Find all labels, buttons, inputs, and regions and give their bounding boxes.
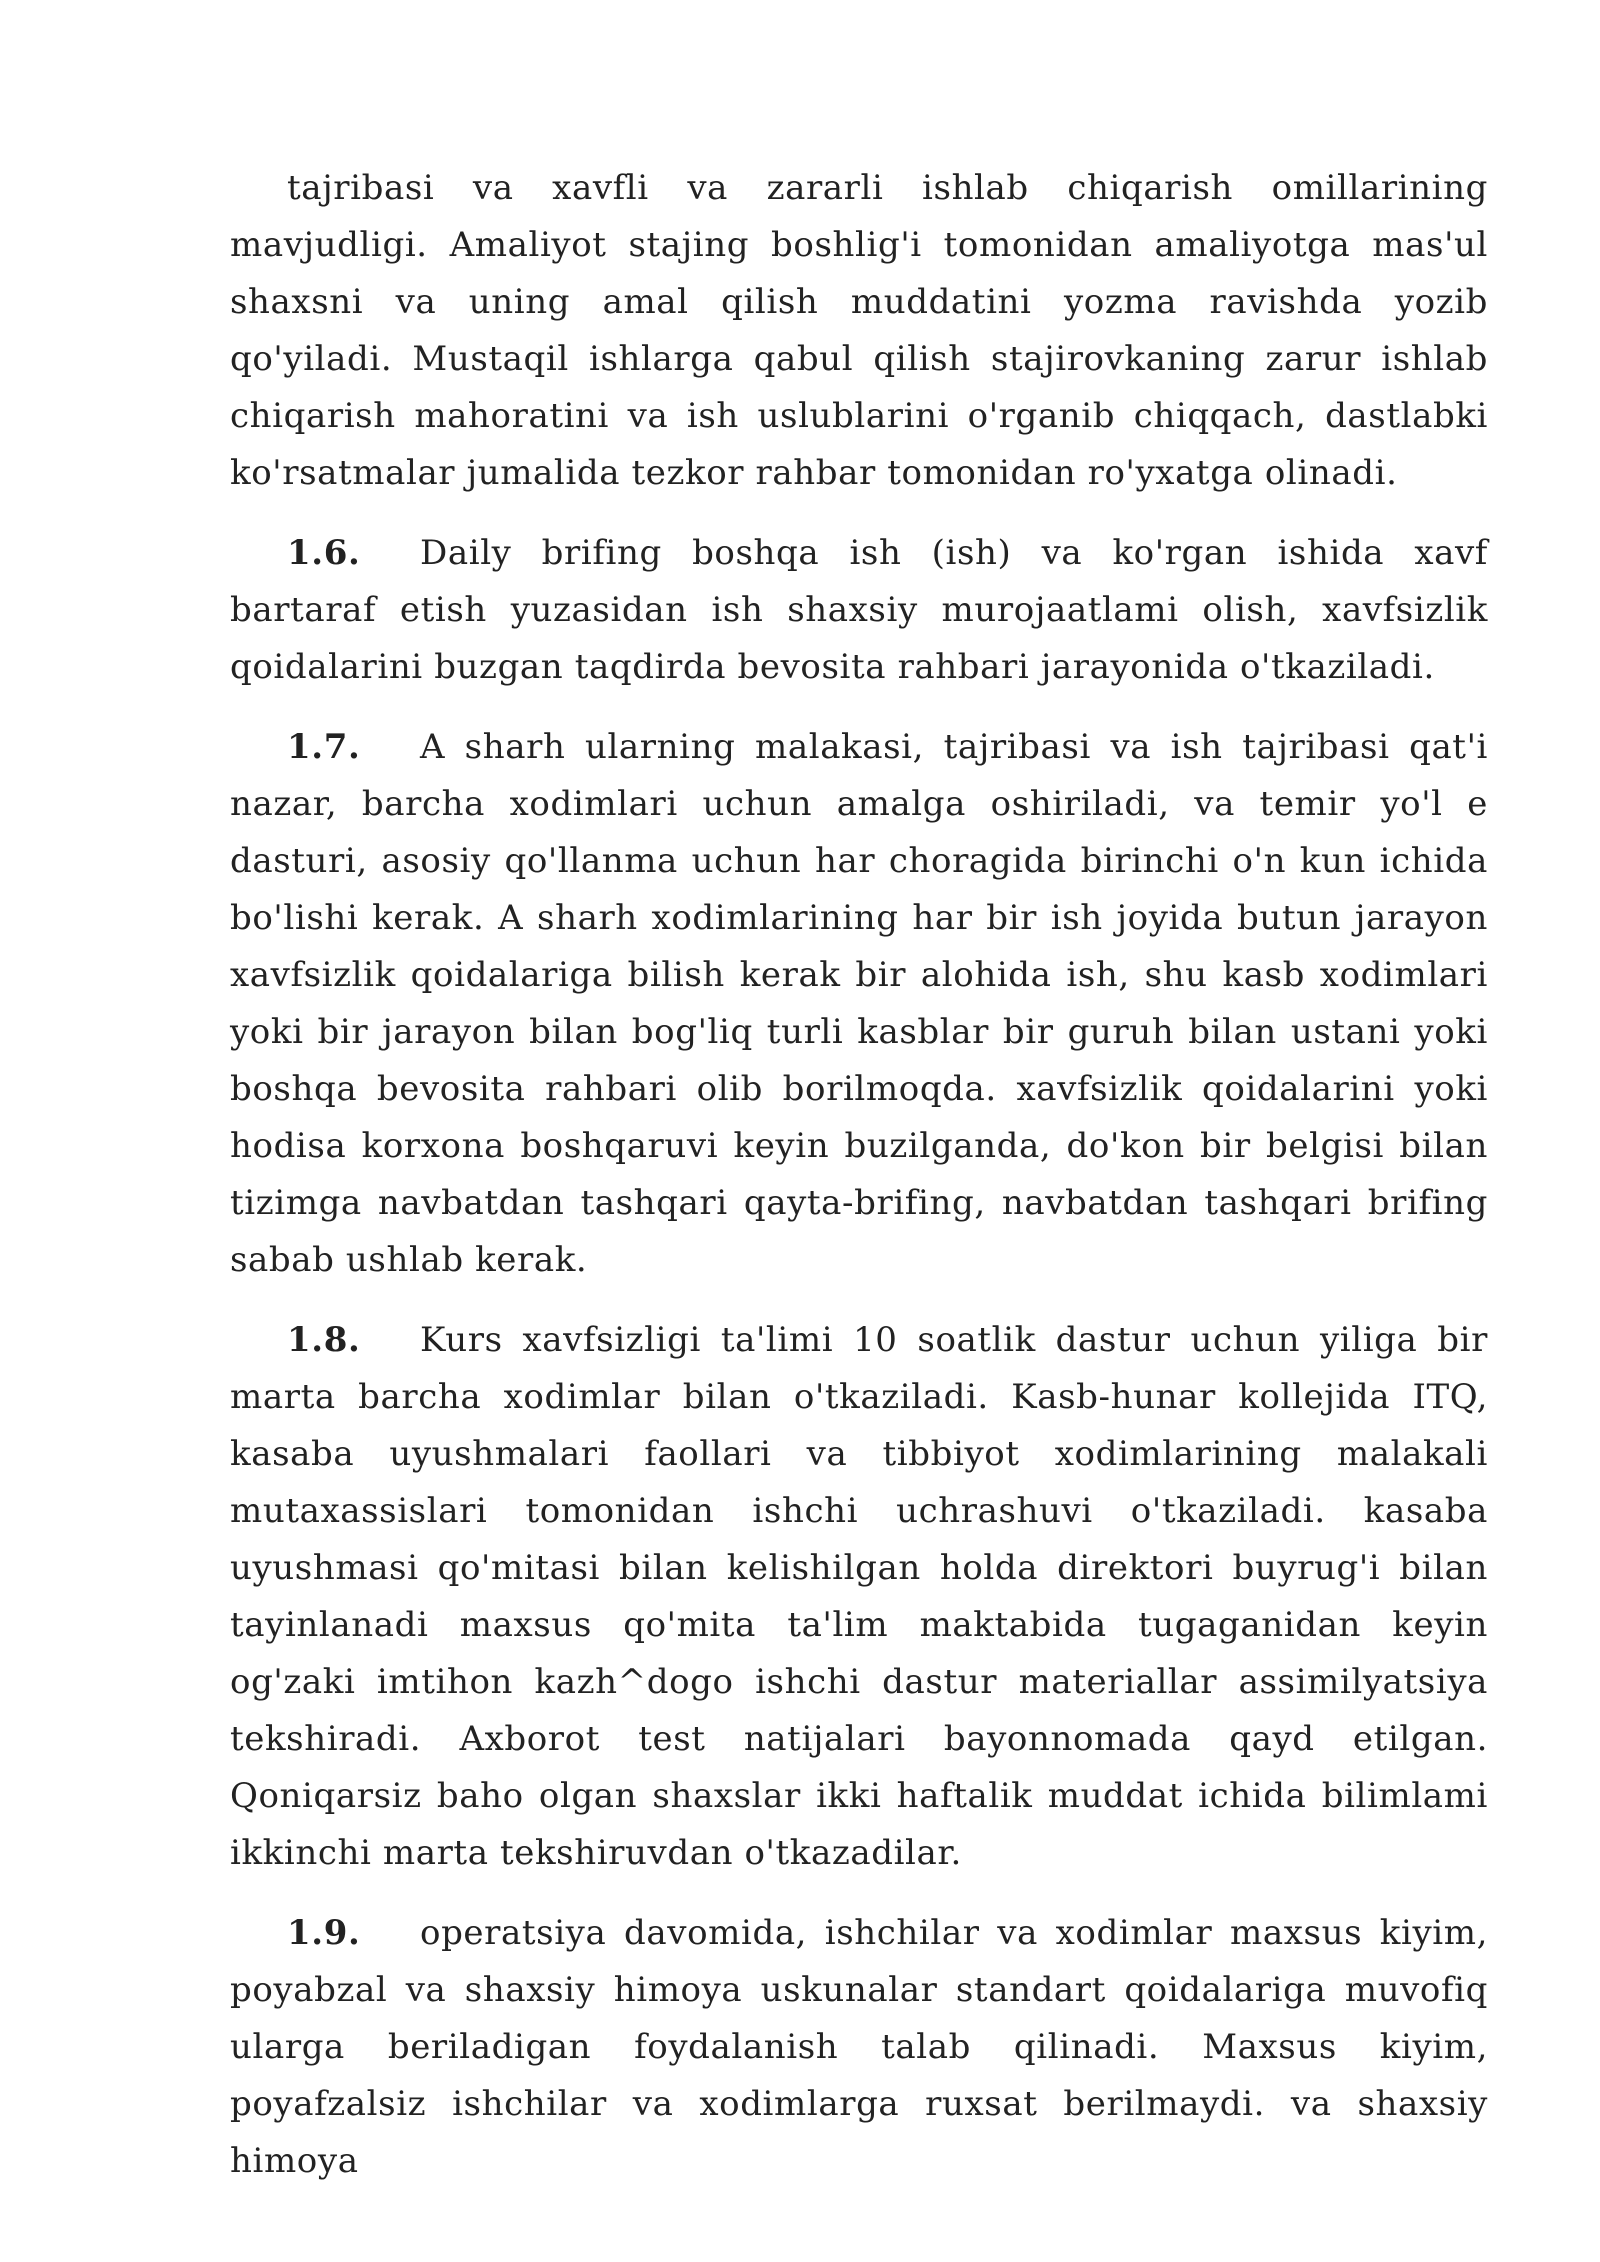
document-page [230, 160, 1488, 2213]
paragraph-continuation [230, 160, 1488, 502]
paragraph-text: tajribasi va xavfli va zararli ishlab chiqarish omillarining mavjudligi. Amaliyot stajing boshlig'i tomonidan amaliyotga mas'ul shaxsni va uning amal qilish muddatini yozma ravishda yozib qo'yiladi. Mustaqil ishlarga qabul qilish stajirovkaning zarur ishlab chiqarish mahoratini va ish uslublarini o'rganib chiqqach, dastlabki ko'rsatmalar jumalida tezkor rahbar tomonidan ro'yxatga olinadi. [230, 168, 1488, 493]
paragraph-1-9 [230, 1905, 1488, 2190]
paragraph-text: Kurs xavfsizligi ta'limi 10 soatlik dastur uchun yiliga bir marta barcha xodimlar bilan o'tkaziladi. Kasb-hunar kollejida ITQ, kasaba uyushmalari faollari va tibbiyot xodimlarining malakali mutaxassislari tomonidan ishchi uchrashuvi o'tkaziladi. kasaba uyushmasi qo'mitasi bilan kelishilgan holda direktori buyrug'i bilan tayinlanadi maxsus qo'mita ta'lim maktabida tugaganidan keyin og'zaki imtihon kazh^dogo ishchi dastur materiallar assimilyatsiya tekshiradi. Axborot test natijalari bayonnomada qayd etilgan. Qoniqarsiz baho olgan shaxslar ikki haftalik muddat ichida bilimlami ikkinchi marta tekshiruvdan o'tkazadilar. [230, 1320, 1488, 1873]
paragraph-number: 1.7. [287, 727, 361, 767]
paragraph-1-6 [230, 525, 1488, 696]
paragraph-1-7 [230, 719, 1488, 1289]
paragraph-number: 1.6. [287, 533, 361, 573]
paragraph-text: Daily brifing boshqa ish (ish) va ko'rgan ishida xavf bartaraf etish yuzasidan ish shaxsiy murojaatlami olish, xavfsizlik qoidalarini buzgan taqdirda bevosita rahbari jarayonida o'tkaziladi. [230, 533, 1488, 687]
paragraph-1-8 [230, 1312, 1488, 1882]
paragraph-number: 1.9. [287, 1913, 361, 1953]
paragraph-text: operatsiya davomida, ishchilar va xodimlar maxsus kiyim, poyabzal va shaxsiy himoya uskunalar standart qoidalariga muvofiq ularga beriladigan foydalanish talab qilinadi. Maxsus kiyim, poyafzalsiz ishchilar va xodimlarga ruxsat berilmaydi. va shaxsiy himoya [230, 1913, 1488, 2181]
paragraph-number: 1.8. [287, 1320, 361, 1360]
paragraph-text: A sharh ularning malakasi, tajribasi va ish tajribasi qat'i nazar, barcha xodimlari uchun amalga oshiriladi, va temir yo'l e dasturi, asosiy qo'llanma uchun har choragida birinchi o'n kun ichida bo'lishi kerak. A sharh xodimlarining har bir ish joyida butun jarayon xavfsizlik qoidalariga bilish kerak bir alohida ish, shu kasb xodimlari yoki bir jarayon bilan bog'liq turli kasblar bir guruh bilan ustani yoki boshqa bevosita rahbari olib borilmoqda. xavfsizlik qoidalarini yoki hodisa korxona boshqaruvi keyin buzilganda, do'kon bir belgisi bilan tizimga navbatdan tashqari qayta-brifing, navbatdan tashqari brifing sabab ushlab kerak. [230, 727, 1488, 1280]
